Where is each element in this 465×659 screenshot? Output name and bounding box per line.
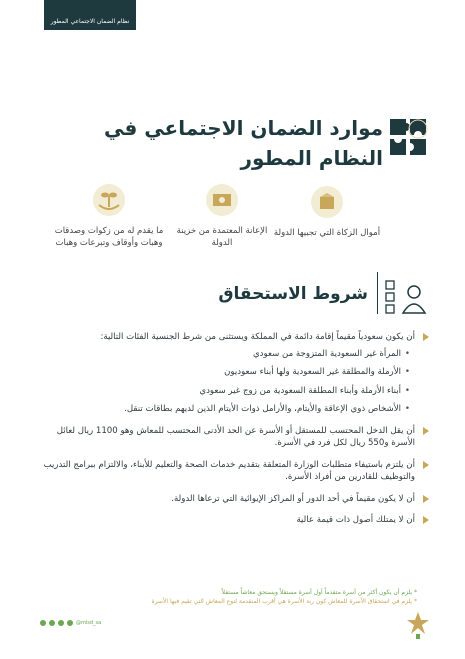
coin-box-icon (310, 185, 344, 219)
puzzle-icon (388, 115, 430, 167)
condition-item (42, 514, 417, 527)
bullet-arrow-icon (423, 495, 429, 503)
exceptions-list (42, 348, 415, 416)
social-links (40, 620, 101, 626)
exception-item: • المرأة غير السعودية المتزوجة من سعودي (42, 348, 401, 361)
header-tab (44, 0, 136, 30)
bullet-arrow-icon (423, 461, 429, 469)
bullet-arrow-icon (423, 427, 429, 435)
footnotes (77, 588, 417, 606)
condition-text: أن لا يكون مقيماً في أحد الدور أو المراكز الإيوائية التي ترعاها الدولة. (171, 493, 415, 504)
resource-item (54, 183, 164, 249)
condition-text: أن يكون سعودياً مقيماً إقامة دائمة في المملكة ويستثنى من شرط الجنسية الفئات التالية: (100, 332, 415, 342)
condition-item (42, 331, 417, 416)
condition-item (42, 459, 417, 484)
condition-item (42, 493, 417, 506)
resource-text: ما يقدم له من زكوات وصدقات وهبات وأوقاف وتبرعات وهبات (54, 226, 164, 248)
social-handle[interactable]: @mlsd_sa (76, 620, 102, 626)
condition-text: أن يلتزم باستيفاء متطلبات الوزارة المتعلقة بتقديم خدمات الصحة والتعليم للأبناء، والالتزام ببرامج التدريب والتوظيف للقادرين من أفراد الأسرة. (43, 459, 415, 482)
ministry-logo (405, 610, 431, 640)
header-tab-label: نظام الضمان الاجتماعي المطور (50, 18, 130, 25)
exception-item: • الأرملة والمطلقة غير السعودية ولها أبناء سعوديون (42, 366, 401, 379)
resource-item (167, 183, 277, 249)
condition-text: أن لا يمتلك أصول ذات قيمة عالية (296, 515, 415, 525)
resource-item (272, 185, 382, 239)
resources-row (0, 183, 465, 293)
snapchat-icon[interactable] (67, 620, 73, 626)
footnote: * يلزم في استحقاق الأسرة للمعاش كون ربة الأسرة هي أقرب المتقدمة لنوع المعاش التي تقيم فيها الأسرة (151, 598, 417, 605)
instagram-icon[interactable] (49, 620, 55, 626)
resource-text: أموال الزكاة التي تجبيها الدولة (273, 228, 381, 238)
exception-item: • أبناء الأرملة وأبناء المطلقة السعودية من زوج غير سعودي (42, 385, 401, 398)
exception-item: • الأشخاص ذوي الإعاقة والأيتام، والأرامل ذوات الأيتام الذين لديهم بطاقات تنقل. (42, 403, 401, 416)
youtube-icon[interactable] (58, 620, 64, 626)
bullet-arrow-icon (423, 333, 429, 341)
plant-hands-icon (92, 183, 126, 217)
money-bills-icon (205, 183, 239, 217)
resource-text: الإعانة المعتمدة من خزينة الدولة (176, 226, 268, 248)
footnote: * يلزم أن يكون أكثر من أسرة متقدماً أول أسرة مستقلاً ويستحق معاشاً مستقلاً (221, 589, 417, 596)
checklist-person-icon (384, 279, 430, 319)
conditions-list (42, 331, 417, 536)
section-divider (377, 272, 378, 314)
twitter-icon[interactable] (40, 620, 46, 626)
page-title: موارد الضمان الاجتماعي في النظام المطور (104, 116, 383, 170)
condition-text: أن يقل الدخل المحتسب للمستقل أو الأسرة عن الحد الأدنى المحتسب للمعاش وهو 1100 ريال لعائل الأسرة و550 ريال لكل فرد في الأسرة. (56, 425, 415, 448)
section-title: شروط الاستحقاق (218, 284, 368, 304)
condition-item (42, 425, 417, 450)
bullet-arrow-icon (423, 516, 429, 524)
